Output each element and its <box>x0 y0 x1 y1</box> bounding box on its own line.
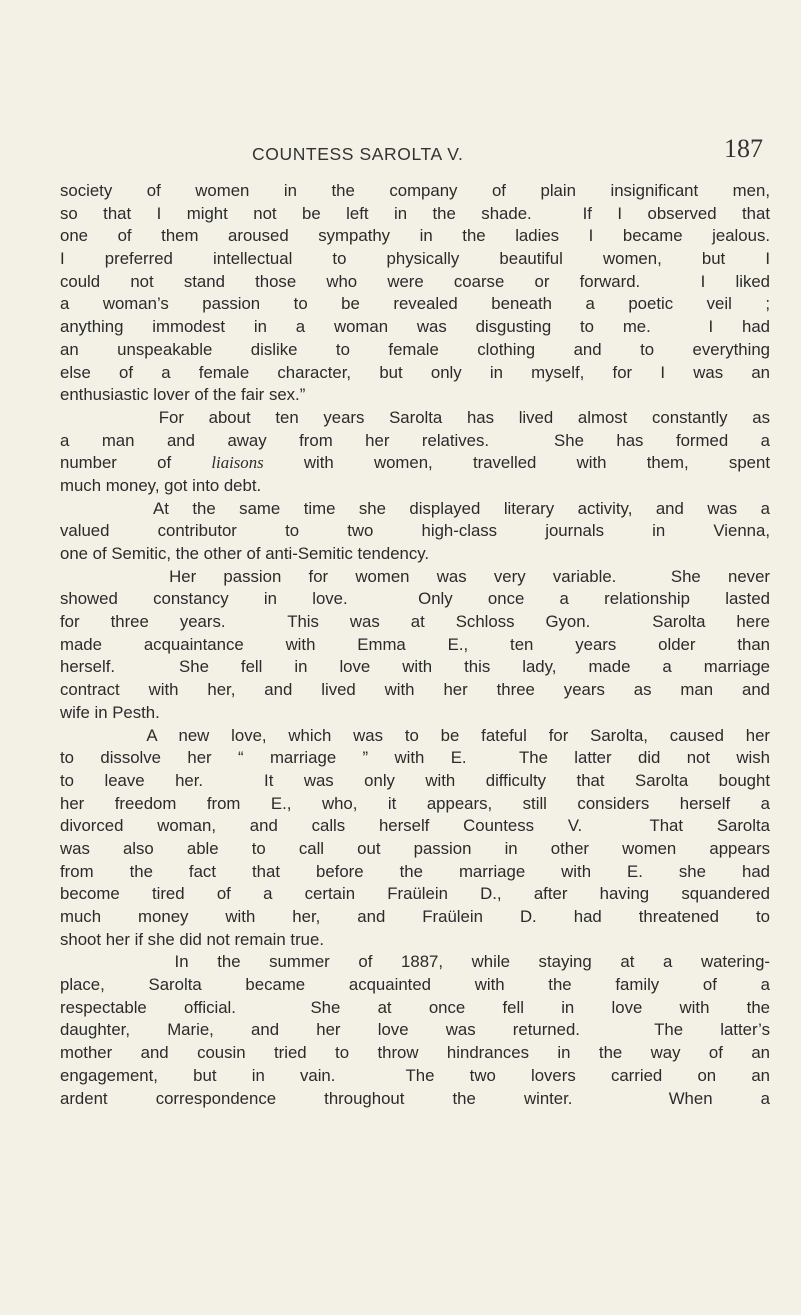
text-line: anything immodest in a woman was disgusting to me. I had <box>60 317 770 337</box>
text-line: ardent correspondence throughout the winter. When a <box>60 1088 770 1108</box>
text-line: A new love, which was to be fateful for Sarolta, caused her <box>60 725 770 745</box>
text-segment: with women, travelled with them, spent <box>263 453 770 473</box>
text-line: valued contributor to two high-class journals in Vienna, <box>60 521 770 541</box>
text-line: much money with her, and Fraülein D. had threatened to <box>60 907 770 926</box>
text-line: At the same time she displayed literary activity, and was a <box>60 498 770 518</box>
text-line: Her passion for women was very variable. She never <box>60 566 770 586</box>
text-line: else of a female character, but only in myself, for I was an <box>60 362 770 382</box>
text-line: an unspeakable dislike to female clothing and to everything <box>60 339 770 359</box>
text-line: her freedom from E., who, it appears, still considers herself a <box>60 793 770 813</box>
text-line: mother and cousin tried to throw hindrances in the way of an <box>60 1043 770 1063</box>
italic-term: liaisons <box>211 453 264 473</box>
text-line: could not stand those who were coarse or forward. I liked <box>60 271 770 291</box>
body-text <box>60 180 770 1110</box>
text-line: a man and away from her relatives. She has formed a <box>60 430 770 450</box>
text-line: to dissolve her “ marriage ” with E. The latter did not wish <box>60 748 770 768</box>
text-line: to leave her. It was only with difficulty that Sarolta bought <box>60 770 770 790</box>
text-line: shoot her if she did not remain true. <box>60 929 324 949</box>
text-line: engagement, but in vain. The two lovers carried on an <box>60 1065 770 1085</box>
text-line <box>60 452 770 475</box>
text-line: from the fact that before the marriage with E. she had <box>60 861 770 881</box>
text-line: For about ten years Sarolta has lived almost constantly as <box>60 407 770 427</box>
text-line: so that I might not be left in the shade. If I observed that <box>60 203 770 223</box>
running-title: COUNTESS SAROLTA V. <box>252 144 464 164</box>
running-head <box>0 132 801 172</box>
text-line: wife in Pesth. <box>60 702 160 722</box>
text-line: respectable official. She at once fell in love with the <box>60 997 770 1017</box>
text-line: enthusiastic lover of the fair sex.” <box>60 385 306 405</box>
text-line: contract with her, and lived with her three years as man and <box>60 680 770 700</box>
text-line: showed constancy in love. Only once a relationship lasted <box>60 589 770 609</box>
text-segment: number of <box>60 453 212 473</box>
text-line: place, Sarolta became acquainted with the family of a <box>60 975 770 995</box>
text-line: made acquaintance with Emma E., ten years older than <box>60 634 770 654</box>
text-line: for three years. This was at Schloss Gyon. Sarolta here <box>60 612 770 632</box>
text-line: I preferred intellectual to physically beautiful women, but I <box>60 249 770 269</box>
text-line: daughter, Marie, and her love was returned. The latter’s <box>60 1020 770 1040</box>
text-line: much money, got into debt. <box>60 475 262 495</box>
text-line: society of women in the company of plain insignificant men, <box>60 181 770 200</box>
page-number: 187 <box>724 134 763 163</box>
text-line: was also able to call out passion in other women appears <box>60 838 770 858</box>
text-line: divorced woman, and calls herself Countess V. That Sarolta <box>60 816 770 836</box>
text-line: become tired of a certain Fraülein D., after having squandered <box>60 884 770 904</box>
text-line: herself. She fell in love with this lady, made a marriage <box>60 657 770 677</box>
text-line: a woman’s passion to be revealed beneath a poetic veil ; <box>60 294 770 314</box>
text-line: one of them aroused sympathy in the ladies I became jealous. <box>60 226 770 246</box>
text-line: one of Semitic, the other of anti-Semitic tendency. <box>60 544 430 563</box>
text-line: In the summer of 1887, while staying at a watering- <box>60 952 770 972</box>
